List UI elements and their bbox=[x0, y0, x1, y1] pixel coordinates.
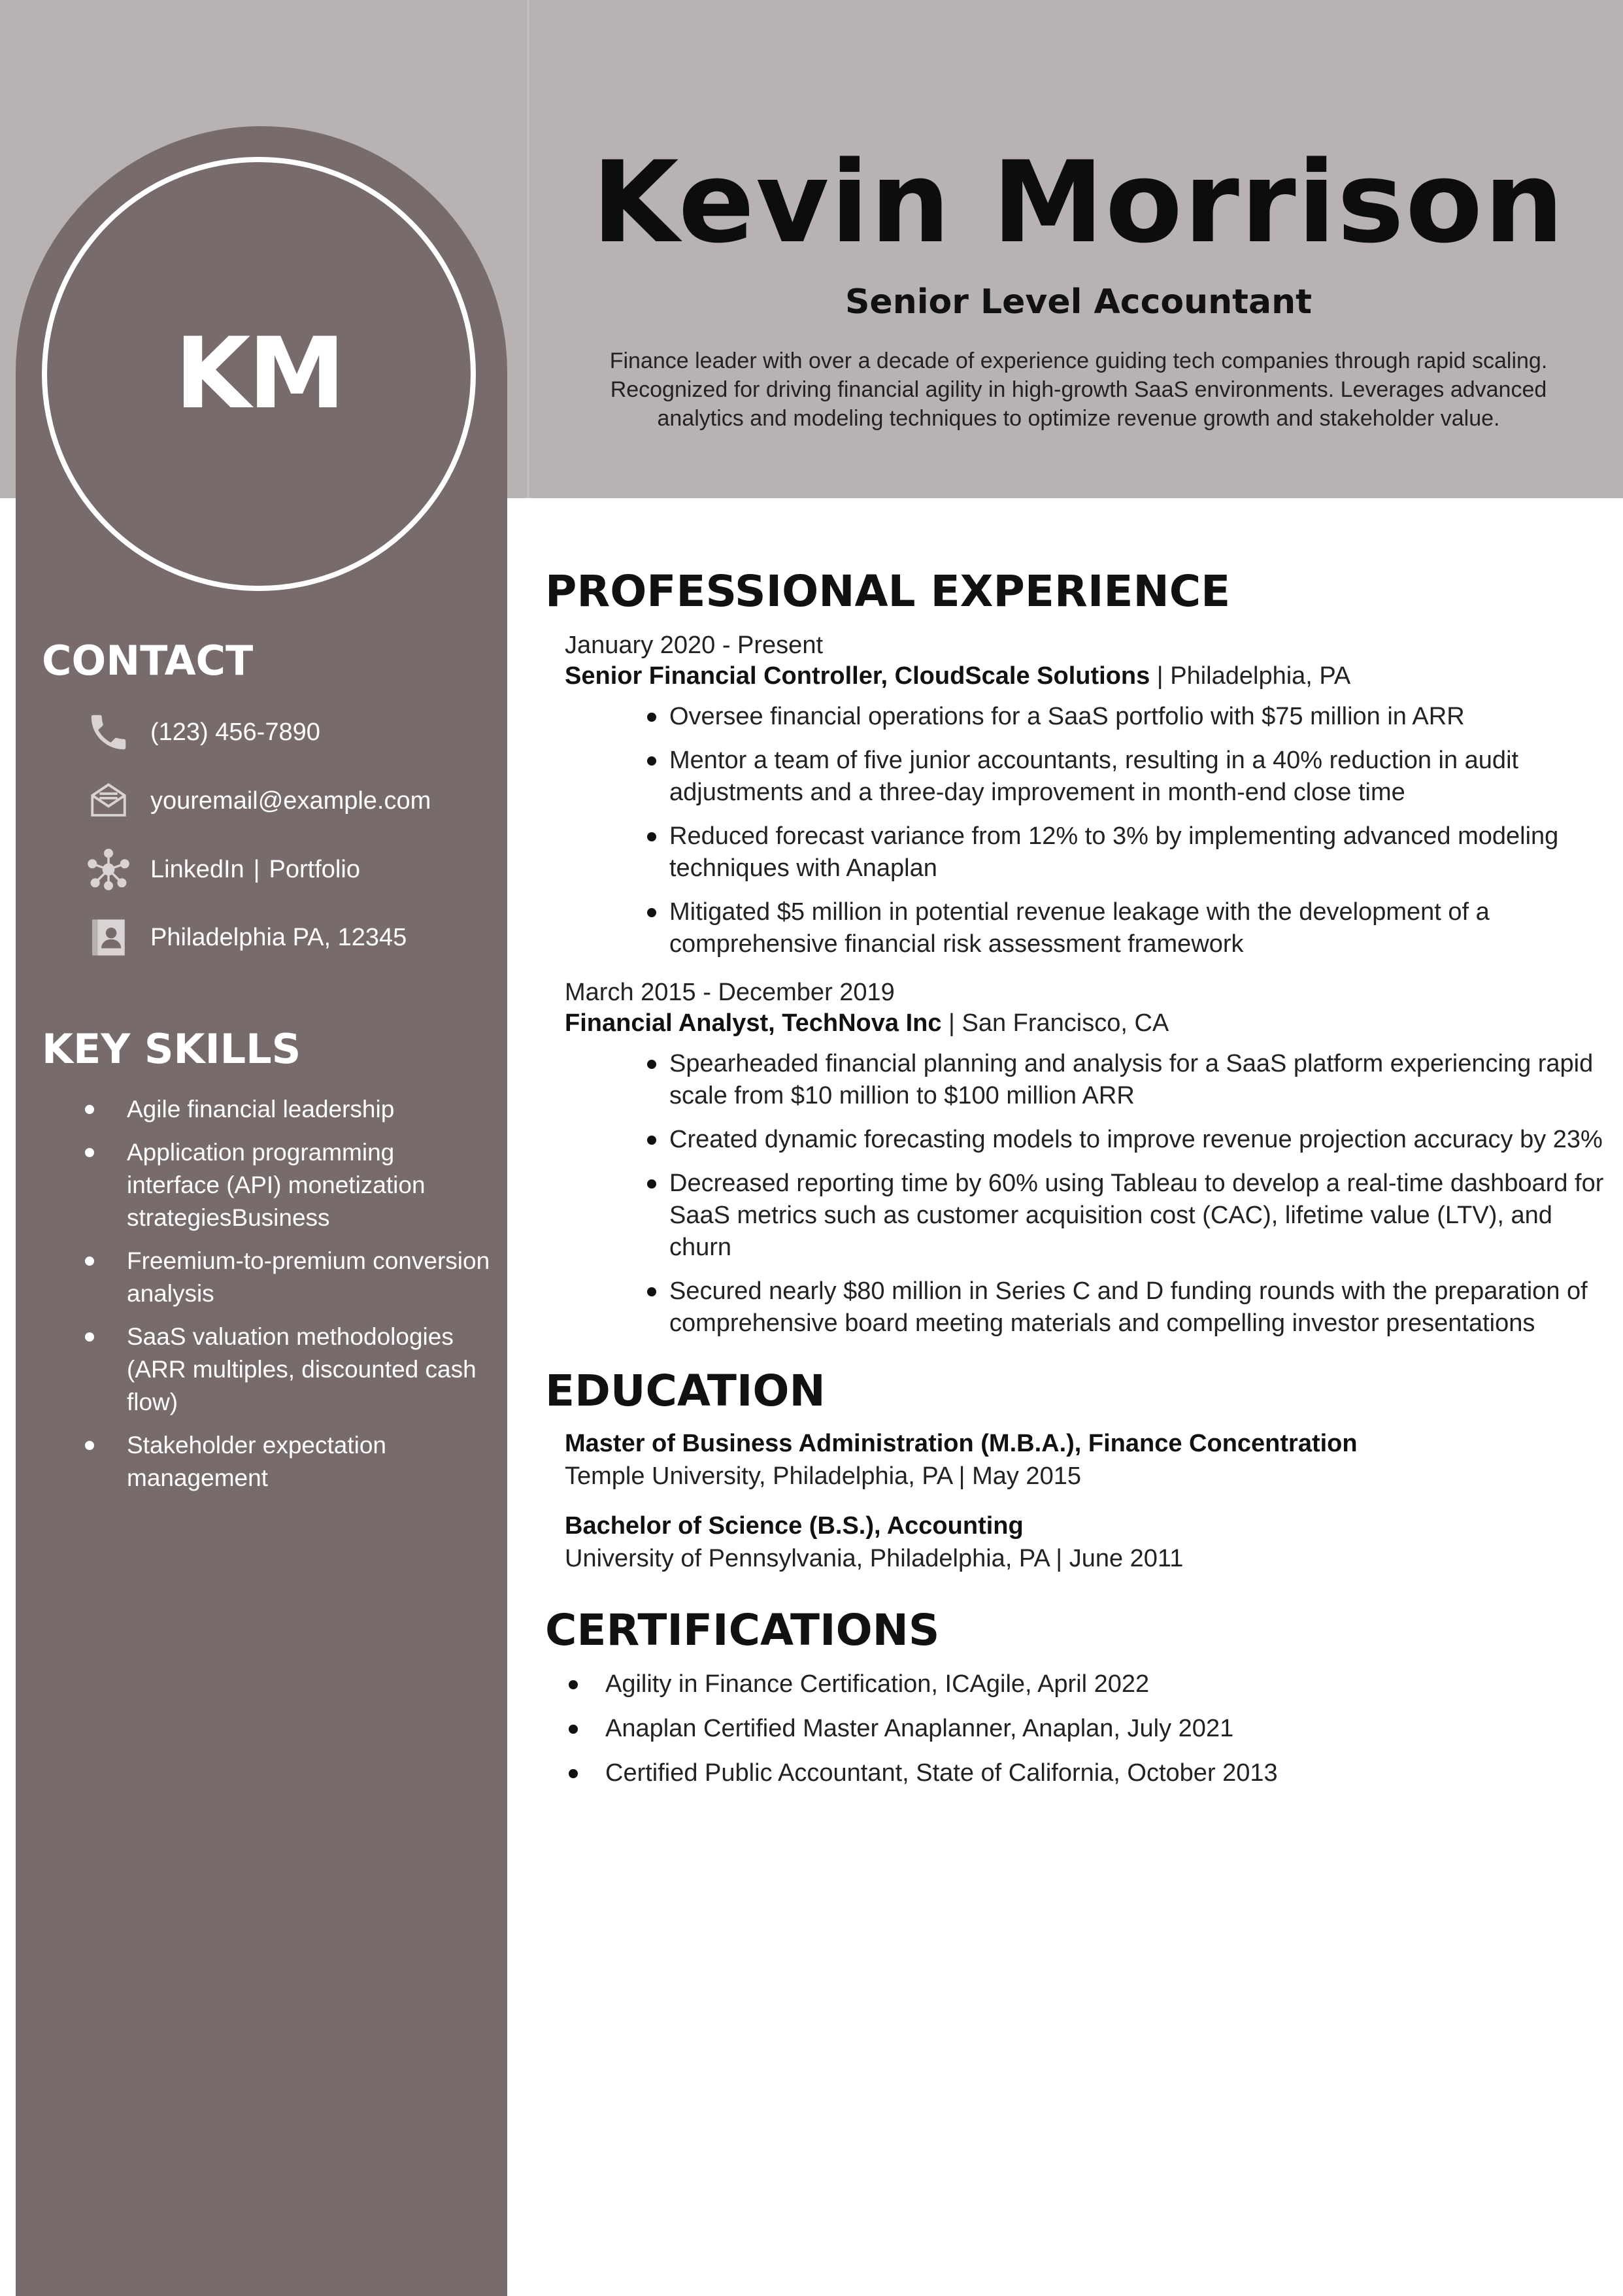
contact-heading: CONTACT bbox=[42, 637, 254, 684]
experience-heading: PROFESSIONAL EXPERIENCE bbox=[545, 566, 1231, 616]
list-item: Certified Public Accountant, State of California, October 2013 bbox=[545, 1757, 1604, 1789]
phone-number: (123) 456-7890 bbox=[150, 718, 320, 746]
job-dates: January 2020 - Present bbox=[565, 632, 824, 659]
contact-links bbox=[84, 843, 360, 896]
job-title: Senior Level Accountant bbox=[845, 282, 1312, 322]
list-item: Stakeholder expectation management bbox=[78, 1429, 490, 1494]
job-dates: March 2015 - December 2019 bbox=[565, 979, 895, 1006]
job-bullets bbox=[565, 1048, 1604, 1340]
list-item: Freemium-to-premium conversion analysis bbox=[78, 1245, 490, 1310]
certifications-list bbox=[545, 1668, 1604, 1789]
list-item: Agile financial leadership bbox=[78, 1093, 490, 1126]
phone-icon bbox=[84, 707, 133, 757]
list-item: Mentor a team of five junior accountants, resulting in a 40% reduction in audit adjustments and a three-day improvement in month-end close time bbox=[565, 745, 1604, 809]
contact-address bbox=[84, 911, 407, 964]
main-content bbox=[545, 562, 1604, 1801]
school: Temple University, Philadelphia, PA | May 2015 bbox=[565, 1462, 1081, 1490]
network-icon bbox=[84, 845, 133, 894]
job-bullets bbox=[565, 701, 1604, 960]
job-entry bbox=[565, 977, 1604, 1340]
list-item: Oversee financial operations for a SaaS portfolio with $75 million in ARR bbox=[565, 701, 1604, 733]
contact-card-icon bbox=[84, 913, 133, 962]
degree: Master of Business Administration (M.B.A.), Finance Concentration bbox=[565, 1430, 1358, 1457]
list-item: Secured nearly $80 million in Series C and D funding rounds with the preparation of comprehensive board meeting materials and compelling investor presentations bbox=[565, 1275, 1604, 1340]
monogram-circle bbox=[42, 157, 476, 591]
summary: Finance leader with over a decade of experience guiding tech companies through rapid scaling. Recognized for driving financial agility in high-growth SaaS environments. Leverages advanced analytics and modeling techniques to optimize revenue growth and stakeholder value. bbox=[609, 348, 1548, 431]
skills-heading: KEY SKILLS bbox=[42, 1025, 301, 1073]
skills-list bbox=[78, 1093, 490, 1505]
list-item: Anaplan Certified Master Anaplanner, Anaplan, July 2021 bbox=[545, 1712, 1604, 1745]
job-role: Financial Analyst, TechNova Inc | San Francisco, CA bbox=[565, 1009, 1169, 1037]
list-item: Mitigated $5 million in potential revenue leakage with the development of a comprehensive financial risk assessment framework bbox=[565, 896, 1604, 960]
list-item: Spearheaded financial planning and analysis for a SaaS platform experiencing rapid scale from $10 million to $100 million ARR bbox=[565, 1048, 1604, 1112]
address: Philadelphia PA, 12345 bbox=[150, 923, 407, 951]
link-separator: | bbox=[253, 855, 260, 883]
linkedin-link[interactable]: LinkedIn bbox=[150, 855, 244, 883]
contact-email[interactable] bbox=[84, 775, 431, 827]
candidate-name: Kevin Morrison bbox=[592, 137, 1565, 268]
job-role: Senior Financial Controller, CloudScale Solutions | Philadelphia, PA bbox=[565, 662, 1351, 690]
degree: Bachelor of Science (B.S.), Accounting bbox=[565, 1512, 1024, 1540]
list-item: SaaS valuation methodologies (ARR multiples, discounted cash flow) bbox=[78, 1321, 490, 1419]
portfolio-link[interactable]: Portfolio bbox=[269, 855, 360, 883]
list-item: Reduced forecast variance from 12% to 3% by implementing advanced modeling techniques with Anaplan bbox=[565, 820, 1604, 885]
certifications-heading: CERTIFICATIONS bbox=[545, 1605, 940, 1655]
education-entry bbox=[565, 1510, 1604, 1575]
email-address: youremail@example.com bbox=[150, 786, 431, 815]
list-item: Decreased reporting time by 60% using Tableau to develop a real-time dashboard for SaaS metrics such as customer acquisition cost (CAC), lifetime value (LTV), and churn bbox=[565, 1168, 1604, 1264]
school: University of Pennsylvania, Philadelphia, PA | June 2011 bbox=[565, 1545, 1184, 1572]
job-entry bbox=[565, 630, 1604, 960]
education-entry bbox=[565, 1427, 1604, 1493]
monogram: KM bbox=[175, 317, 343, 431]
contact-phone[interactable] bbox=[84, 706, 320, 758]
list-item: Application programming interface (API) monetization strategiesBusiness bbox=[78, 1136, 490, 1234]
list-item: Agility in Finance Certification, ICAgile, April 2022 bbox=[545, 1668, 1604, 1700]
envelope-icon bbox=[84, 776, 133, 826]
list-item: Created dynamic forecasting models to improve revenue projection accuracy by 23% bbox=[565, 1124, 1604, 1156]
education-heading: EDUCATION bbox=[545, 1366, 826, 1416]
header-divider bbox=[527, 0, 529, 498]
